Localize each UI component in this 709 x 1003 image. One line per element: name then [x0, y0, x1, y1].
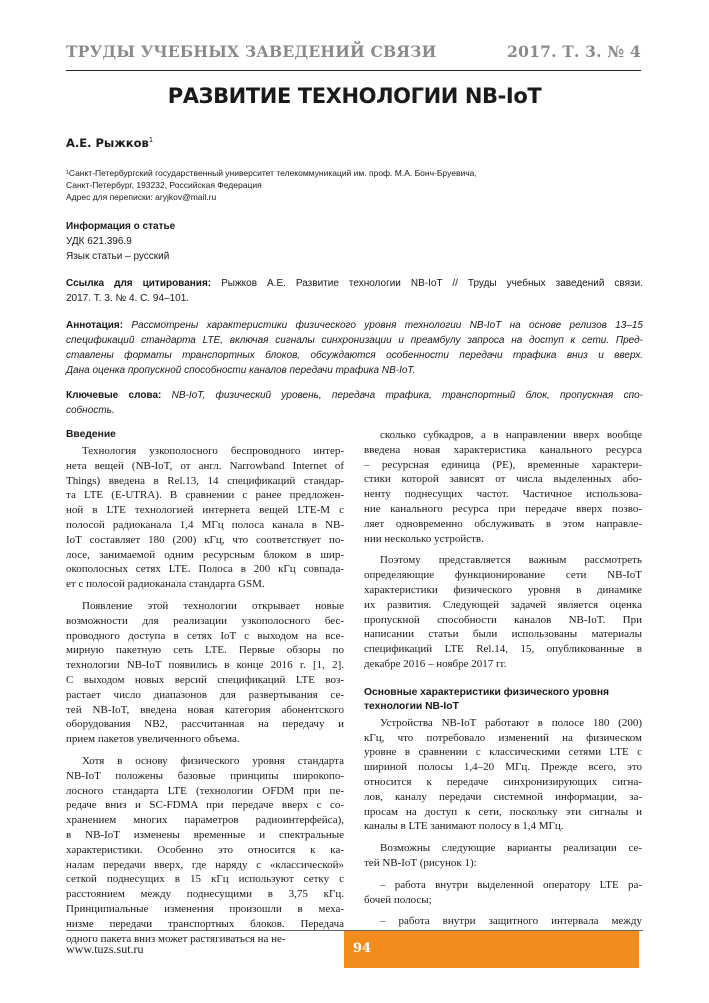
text-line: – работа внутри защитного интервала между [380, 915, 642, 928]
abstract-text: спецификаций стандарта LTE, включая сигналы синхронизации и преамбулу запроса на доступ к сети. Пред- [66, 335, 643, 346]
citation-label: Ссылка для цитирования: [66, 278, 212, 289]
section-title-physical-layer [364, 686, 642, 714]
affiliation-line: Санкт-Петербург, 193232, Российская Федерация [66, 180, 262, 190]
abstract-label: Аннотация: [66, 320, 124, 331]
affiliation-line: Адрес для переписки: aryjkov@mail.ru [66, 192, 217, 202]
text-line: введена новая характеристика канального ресурса [364, 443, 642, 456]
author [66, 136, 153, 150]
text-line: ненту поднесущих частот. Частичное использова- [364, 488, 642, 501]
text-line: лов, каналу передачи системной информации, за- [364, 790, 642, 803]
text-line: характеристики физического уровня в динамике [364, 583, 642, 596]
text-line: сколько субкадров, а в направлении вверх вообще [380, 429, 642, 441]
text-line: Появление этой технологии открывает новые [82, 599, 344, 612]
text-line: их развития. Следующей задачей является оценка [364, 598, 642, 611]
text-line: Хотя в основу физического уровня стандарта [82, 754, 344, 767]
text-line: стики которой зависят от числа выделенных або- [364, 473, 642, 486]
text-line: каналы в LTE занимают полосу в 1,4 МГц. [364, 820, 564, 833]
text-line: окополосных сетях LTE. Полоса в 200 кГц совпада- [66, 563, 344, 576]
paragraph [66, 754, 344, 946]
text-line: технологии NB-IoT появились в конце 2016 г. [1, 2]. [66, 659, 344, 672]
text-line: NB-IoT положены базовые принципы широкопо- [66, 769, 344, 782]
text-line: лосного стандарта LTE (технологии OFDM при пе- [66, 784, 344, 797]
section-title-line: технологии NB-IoT [364, 700, 459, 712]
right-column-body-top [364, 428, 642, 672]
keywords [66, 388, 643, 418]
text-line: Поэтому представляется важным рассмотреть [380, 554, 642, 567]
article-info [66, 219, 175, 264]
right-column [364, 428, 642, 951]
abstract-text: Дана оценка пропускной способности каналов передачи трафика NB-IoT. [66, 365, 416, 376]
affiliation [66, 167, 477, 203]
section-title-introduction: Введение [66, 429, 116, 440]
text-line: полосой радиоканала 1,4 МГц полоса канала в NB- [66, 518, 344, 531]
text-line: – работа внутри выделенной оператору LTE ра- [380, 878, 642, 891]
text-line: редаче вниз и SC-FDMA при передаче вверх с со- [66, 799, 344, 812]
article-title: РАЗВИТИЕ ТЕХНОЛОГИИ NB-IoT [167, 84, 542, 108]
text-line: лосе, занимаемой одним ресурсным блоком в шир- [66, 548, 344, 561]
text-line: в NB-IoT изменены временные и спектральные [66, 828, 344, 841]
text-line: одного пакета вниз может растягиваться на не- [66, 932, 286, 945]
text-line: хранением многих параметров радиоинтерфейса), [66, 814, 344, 827]
abstract-text: Рассмотрены характеристики физического уровня технологии NB-IoT на основе релизов 13–15 [123, 320, 643, 331]
text-line: ляет одновременно обслуживать в этом направле- [364, 517, 642, 530]
author-name: А.Е. Рыжков [66, 136, 149, 150]
text-line: та LTE (E-UTRA). В сравнении с ранее предложен- [66, 489, 344, 502]
text-line: возможности для реализации узкополосного бес- [66, 614, 344, 627]
paragraph [364, 553, 642, 671]
text-line: растает число диапазонов для развертывания се- [66, 688, 344, 701]
abstract [66, 318, 643, 378]
text-line: определяющие функционирование сети NB-IoT [364, 569, 642, 582]
text-line: относится к передаче синхронизирующих сигна- [364, 775, 642, 788]
paragraph [66, 599, 344, 747]
author-affiliation-mark: 1 [148, 136, 154, 145]
text-line: – ресурсная единица (РЕ), временные характери- [364, 458, 642, 471]
abstract-text: ставлены форматы транспортных блоков, обсуждаются особенности передачи трафика вниз и вверх. [66, 350, 643, 361]
paragraph [66, 444, 344, 592]
text-line: налам передачи вверх, где наряду с «классической» [66, 858, 344, 871]
citation [66, 276, 643, 306]
text-line: Things) введена в Rel.13, 14 спецификаций стандар- [66, 474, 344, 487]
text-line: уровне в сравнении с классическими сетями LTE с [364, 746, 642, 759]
text-line: сеткой поднесущих в 15 кГц используют сетку с [66, 873, 344, 886]
text-line: низме передачи транспортных блоков. Передача [66, 917, 344, 930]
keywords-text: NB-IoT, физический уровень, передача трафика, транспортный блок, пропускная спо- [161, 390, 643, 401]
journal-name: ТРУДЫ УЧЕБНЫХ ЗАВЕДЕНИЙ СВЯЗИ [66, 42, 437, 61]
text-line: IoT составляет 180 (200) кГц, что соответствует по- [66, 533, 344, 546]
keywords-label: Ключевые слова: [66, 390, 162, 401]
text-line: тей NB-IoT (рисунок 1): [364, 856, 477, 869]
paragraph [364, 428, 642, 546]
citation-text: 2017. Т. 3. № 4. С. 94–101. [66, 293, 190, 304]
affiliation-line: ¹Санкт-Петербургский государственный университет телекоммуникаций им. проф. М.А. Бонч-Бруевича, [66, 168, 477, 178]
left-column-body [66, 444, 344, 946]
text-line: оборудования NB2, рассчитанная на передачу и [66, 718, 344, 731]
paragraph [364, 716, 642, 834]
page-number-box [344, 931, 639, 968]
text-line: Устройства NB-IoT работают в полосе 180 (200) [380, 716, 642, 729]
footer-url[interactable]: www.tuzs.sut.ru [66, 942, 144, 956]
text-line: ной в LTE технологией интернета вещей LTE-M с [66, 504, 344, 517]
text-line: С выходом новых версий спецификаций LTE воз- [66, 673, 344, 686]
page-number: 94 [352, 941, 372, 956]
text-line: бочей полосы; [364, 893, 432, 906]
paragraph [364, 841, 642, 871]
left-column [66, 428, 344, 953]
text-line: нии несколько устройств. [364, 532, 484, 545]
udc: УДК 621.396.9 [66, 236, 132, 247]
paragraph [364, 878, 642, 908]
citation-text: Рыжков А.Е. Развитие технологии NB-IoT // Труды учебных заведений связи. [211, 278, 643, 289]
text-line: кГц, что потребовало изменений на физическом [364, 731, 642, 744]
text-line: Принципиальные изменения произошли в меха- [66, 902, 344, 915]
text-line: нета вещей (NB-IoT, от англ. Narrowband Internet of [66, 459, 344, 472]
text-line: расстоянием между поднесущими в 3,75 кГц. [66, 888, 344, 901]
article-info-heading: Информация о статье [66, 221, 176, 232]
text-line: мирную пакетную сеть LTE. Первые обзоры по [66, 644, 344, 657]
text-line: характеристики. Особенно это относится к ка- [66, 843, 344, 856]
text-line: Возможны следующие варианты реализации се- [380, 842, 642, 855]
issue-number: 2017. Т. 3. № 4 [507, 42, 641, 61]
right-column-body-bottom [364, 716, 642, 944]
text-line: ет с полосой радиоканала стандарта GSM. [66, 578, 265, 591]
text-line: шириной полосы 1,4–20 МГц. Прежде всего, это [364, 761, 642, 774]
section-title-line: Основные характеристики физического уровня [364, 686, 610, 698]
text-line: прием пакетов увеличенного объема. [66, 733, 240, 746]
text-line: просам на доступ к сети, поскольку эти сигналы и [364, 805, 642, 818]
text-line: спецификаций LTE Rel.14, 15, опубликованные в [364, 643, 642, 656]
text-line: проводного доступа в сетях IoT с выходом на все- [66, 629, 344, 642]
text-line: пропускной способности каналов NB-IoT. При [364, 613, 642, 626]
text-line: тей NB-IoT, введена новая категория абонентского [66, 703, 344, 716]
text-line: написании статьи были использованы материалы [364, 628, 642, 641]
article-language: Язык статьи – русский [66, 251, 170, 262]
text-line: декабре 2016 – ноябре 2017 гг. [364, 657, 507, 670]
text-line: ние канального ресурса при передаче вверх позво- [364, 502, 642, 515]
text-line: Технология узкополосного беспроводного интер- [82, 445, 344, 457]
running-header [66, 42, 641, 71]
keywords-text: собность. [66, 405, 115, 416]
